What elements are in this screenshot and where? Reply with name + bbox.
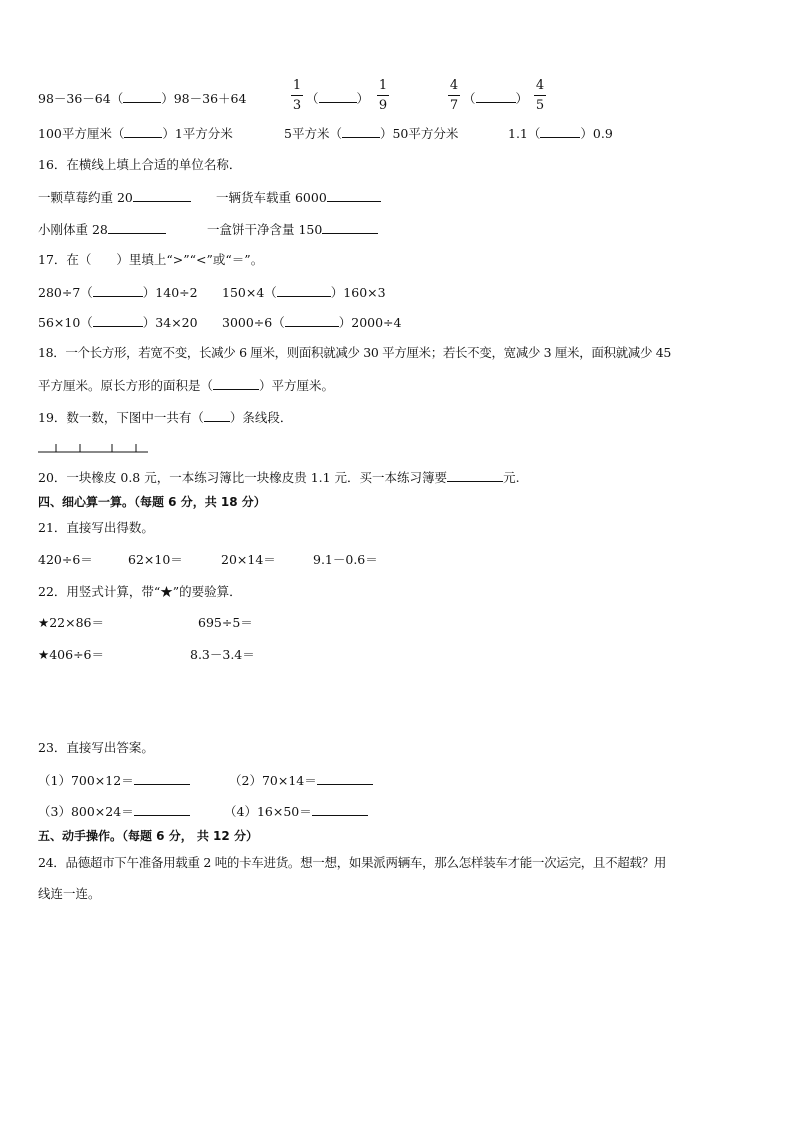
q17-compare-c: [38, 314, 198, 331]
question-23-title: 23．直接写出答案。: [38, 740, 154, 755]
q17-compare-a: [38, 284, 198, 301]
answer-blank[interactable]: [108, 221, 166, 234]
expr-right: ）34×20: [142, 315, 198, 330]
expr-left: 5平方米（: [284, 126, 342, 141]
answer-blank[interactable]: [342, 125, 380, 138]
item-text: 小刚体重 28: [38, 222, 108, 237]
fraction-bar: [534, 95, 546, 96]
fraction-bar: [448, 95, 460, 96]
answer-blank[interactable]: [312, 803, 368, 816]
expr-left: 1.1（: [508, 126, 541, 141]
q23-item: [224, 803, 368, 820]
close-paren: ）: [356, 91, 370, 106]
numerator: 4: [535, 78, 545, 93]
expr-right: ）50平方分米: [379, 126, 459, 141]
q23-item: [38, 803, 190, 820]
numerator: 4: [449, 78, 459, 93]
line-segment-figure: [36, 440, 152, 456]
item-text: （1）700×12＝: [38, 773, 134, 788]
question-21-title: 21．直接写出得数。: [38, 520, 154, 535]
fraction-four-sevenths: [447, 78, 461, 113]
fraction-bar: [377, 95, 389, 96]
answer-blank[interactable]: [93, 314, 143, 327]
answer-blank[interactable]: [134, 772, 190, 785]
answer-blank[interactable]: [123, 90, 161, 103]
question-20: [38, 469, 520, 486]
item-text: （4）16×50＝: [224, 804, 312, 819]
question-24-line-2: 线连一连。: [38, 886, 101, 901]
q16-item-weight: [38, 221, 166, 238]
fraction-four-fifths: [533, 78, 547, 113]
answer-blank[interactable]: [540, 125, 580, 138]
answer-blank[interactable]: [134, 803, 190, 816]
answer-blank[interactable]: [447, 469, 503, 482]
expr-left: 3000÷6（: [222, 315, 285, 330]
q21-item: 20×14＝: [221, 552, 276, 567]
q23-item: [38, 772, 190, 789]
q21-item: 62×10＝: [128, 552, 183, 567]
expr-left: 56×10（: [38, 315, 93, 330]
answer-blank[interactable]: [285, 314, 339, 327]
q16-item-strawberry: [38, 189, 191, 206]
q22-item: ★22×86＝: [38, 615, 104, 630]
answer-blank[interactable]: [204, 409, 230, 422]
answer-blank[interactable]: [322, 221, 378, 234]
item-text: 一盒饼干净含量 150: [207, 222, 323, 237]
text-right: 元.: [503, 470, 520, 485]
text-left: 平方厘米。原长方形的面积是（: [38, 378, 214, 393]
expr-right: ）1平方分米: [162, 126, 233, 141]
expr-right: ）0.9: [580, 126, 613, 141]
denominator: 5: [535, 98, 545, 113]
question-17-title: 17．在（ ）里填上“>”“<”或“＝”。: [38, 252, 264, 267]
expr-right: ）98－36＋64: [161, 91, 247, 106]
q22-item: ★406÷6＝: [38, 647, 104, 662]
q17-compare-b: [222, 284, 386, 301]
question-19-title: [38, 409, 292, 426]
answer-blank[interactable]: [213, 377, 259, 390]
expr-right: ）140÷2: [142, 285, 198, 300]
q21-item: 420÷6＝: [38, 552, 93, 567]
text-right: ）条线段．: [229, 410, 293, 425]
section-5-heading: 五、动手操作。（每题 6 分， 共 12 分）: [38, 829, 258, 843]
item-text: 一颗草莓约重 20: [38, 190, 133, 205]
item-text: 一辆货车载重 6000: [216, 190, 327, 205]
q21-item: 9.1－0.6＝: [313, 552, 378, 567]
expr-left: 150×4（: [222, 285, 277, 300]
text-left: 19．数一数，下图中一共有（: [38, 410, 204, 425]
fraction-compare-2: [463, 90, 528, 107]
q16-item-truck: [216, 189, 381, 206]
compare-area-1: [38, 125, 233, 142]
denominator: 9: [378, 98, 388, 113]
answer-blank[interactable]: [317, 772, 373, 785]
expr-right: ）2000÷4: [338, 315, 402, 330]
answer-blank[interactable]: [124, 125, 162, 138]
close-paren: ）: [515, 91, 529, 106]
answer-blank[interactable]: [277, 284, 331, 297]
expr-left: 100平方厘米（: [38, 126, 125, 141]
expr-left: 98－36－64（: [38, 91, 124, 106]
numerator: 1: [292, 78, 302, 93]
text-right: ）平方厘米。: [259, 378, 335, 393]
denominator: 3: [292, 98, 302, 113]
expr-left: 280÷7（: [38, 285, 93, 300]
compare-row-1: [38, 90, 246, 107]
q16-item-biscuits: [207, 221, 378, 238]
item-text: （2）70×14＝: [229, 773, 317, 788]
question-22-title: 22．用竖式计算，带“★”的要验算．: [38, 584, 242, 599]
q17-compare-d: [222, 314, 402, 331]
item-text: （3）800×24＝: [38, 804, 134, 819]
answer-blank[interactable]: [93, 284, 143, 297]
question-24-line-1: 24．品德超市下午准备用载重 2 吨的卡车进货。想一想，如果派两辆车，那么怎样装车才能一次运完，且不超载？用: [38, 855, 667, 870]
question-16-title: 16．在横线上填上合适的单位名称．: [38, 157, 242, 172]
answer-blank[interactable]: [476, 90, 516, 103]
numerator: 1: [378, 78, 388, 93]
text-left: 20．一块橡皮 0.8 元，一本练习簿比一块橡皮贵 1.1 元．买一本练习簿要: [38, 470, 448, 485]
compare-area-2: [284, 125, 458, 142]
open-paren: （: [463, 91, 476, 106]
section-4-heading: 四、细心算一算。（每题 6 分，共 18 分）: [38, 495, 266, 509]
expr-right: ）160×3: [330, 285, 386, 300]
q22-item: 8.3－3.4＝: [190, 647, 255, 662]
q22-item: 695÷5＝: [198, 615, 253, 630]
answer-blank[interactable]: [133, 189, 191, 202]
answer-blank[interactable]: [327, 189, 381, 202]
denominator: 7: [449, 98, 459, 113]
compare-decimal: [508, 125, 613, 142]
fraction-bar: [291, 95, 303, 96]
fraction-one-ninth: [376, 78, 390, 113]
question-18-line-1: 18．一个长方形，若宽不变，长减少 6 厘米，则面积就减少 30 平方厘米；若长不变，宽减少 3 厘米，面积就减少 45: [38, 345, 671, 360]
open-paren: （: [306, 91, 319, 106]
question-18-line-2: [38, 377, 334, 394]
q23-item: [229, 772, 373, 789]
answer-blank[interactable]: [319, 90, 357, 103]
fraction-compare-1: [306, 90, 369, 107]
fraction-one-third: [290, 78, 304, 113]
